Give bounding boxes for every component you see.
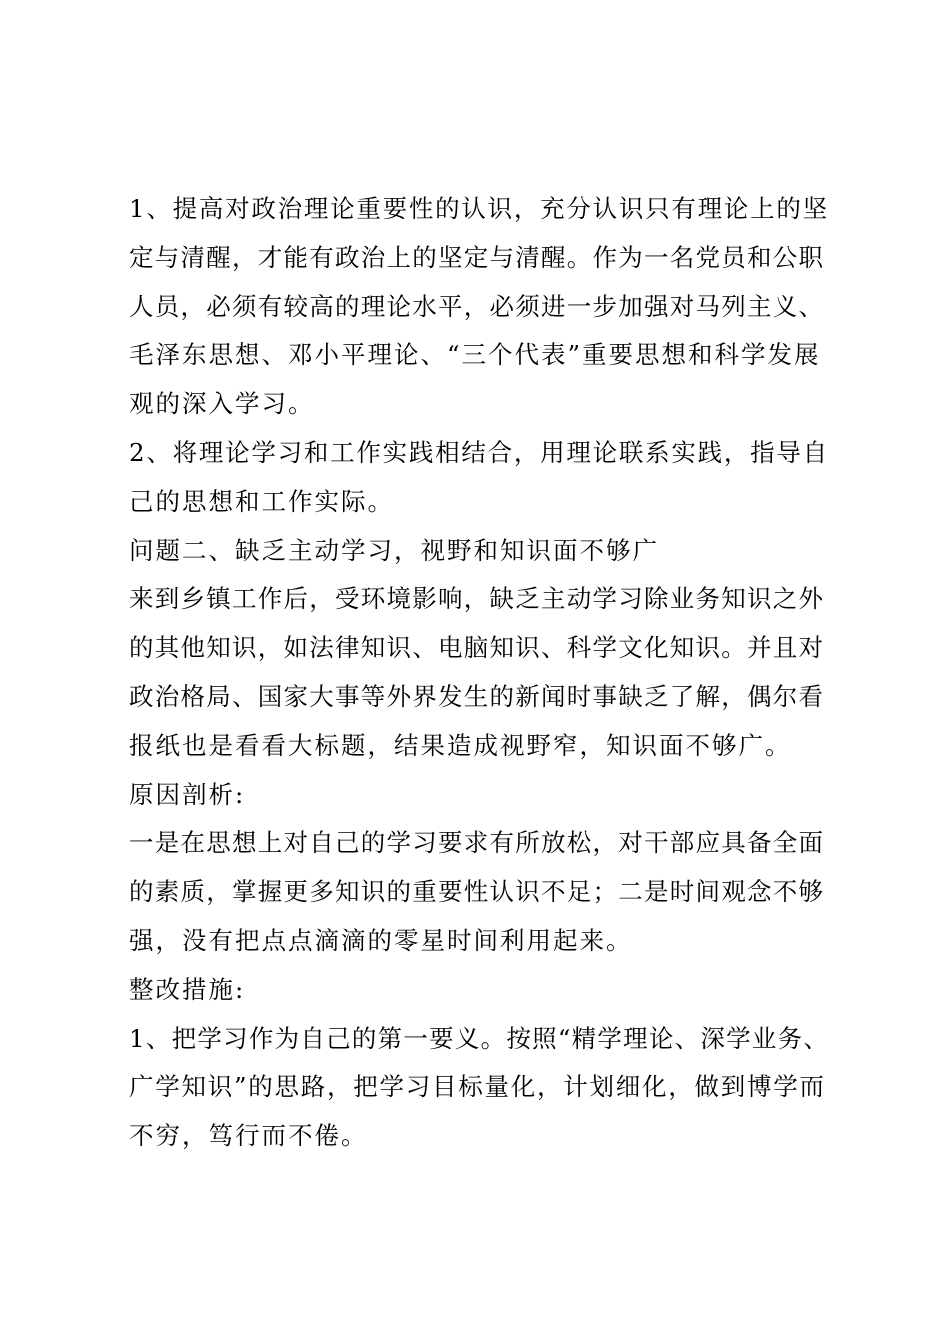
text-line: 不穷，笃行而不倦。: [129, 1121, 368, 1151]
text-line: 1、提高对政治理论重要性的认识，充分认识只有理论上的坚: [129, 194, 829, 223]
document-body: [129, 185, 829, 1161]
section-heading: 整改措施:: [129, 974, 246, 1004]
text-line: 的其他知识，如法律知识、电脑知识、科学文化知识。并且对: [129, 633, 825, 663]
text-line: 2、将理论学习和工作实践相结合，用理论联系实践，指导自: [129, 437, 829, 467]
text-line: 的素质，掌握更多知识的重要性认识不足；二是时间观念不够: [129, 877, 825, 907]
text-line: 政治格局、国家大事等外界发生的新闻时事缺乏了解，偶尔看: [129, 681, 825, 711]
text-line: 己的思想和工作实际。: [129, 486, 394, 516]
text-line: 报纸也是看看大标题，结果造成视野窄，知识面不够广。: [129, 730, 792, 760]
text-line: 广学知识”的思路，把学习目标量化，计划细化，做到博学而: [129, 1072, 826, 1102]
text-line: 定与清醒，才能有政治上的坚定与清醒。作为一名党员和公职: [129, 242, 825, 272]
text-line: 1、把学习作为自己的第一要义。按照“精学理论、深学业务、: [129, 1023, 830, 1053]
section-heading: 问题二、缺乏主动学习，视野和知识面不够广: [129, 535, 659, 565]
text-line: 观的深入学习。: [129, 389, 315, 419]
text-line: 强，没有把点点滴滴的零星时间利用起来。: [129, 925, 633, 955]
text-line: 毛泽东思想、邓小平理论、“三个代表”重要思想和科学发展: [129, 340, 821, 370]
text-line: 一是在思想上对自己的学习要求有所放松，对干部应具备全面: [129, 828, 825, 858]
section-heading: 原因剖析:: [129, 779, 246, 809]
text-line: 人员，必须有较高的理论水平，必须进一步加强对马列主义、: [129, 291, 825, 321]
text-line: 来到乡镇工作后，受环境影响，缺乏主动学习除业务知识之外: [129, 584, 825, 614]
